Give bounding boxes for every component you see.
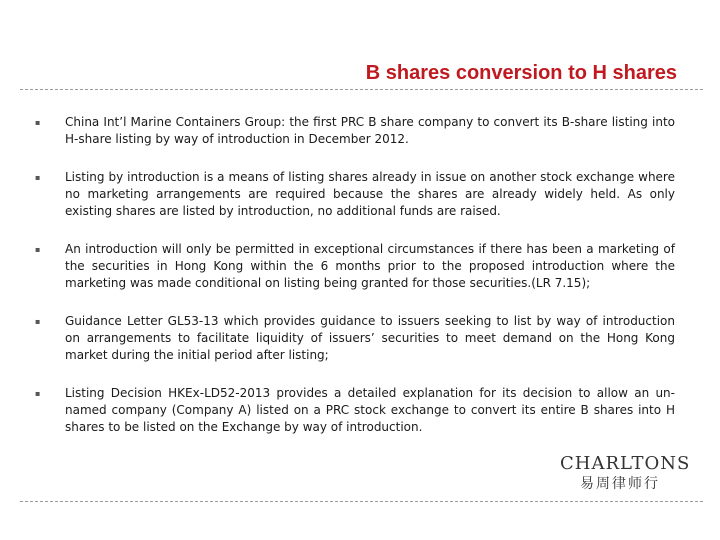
- bullet-list: [35, 114, 675, 457]
- bullet-marker: ▪: [35, 173, 41, 182]
- bullet-marker: ▪: [35, 245, 41, 254]
- logo-chinese-text: 易周律师行: [580, 476, 660, 492]
- slide-title: B shares conversion to H shares: [365, 62, 677, 84]
- bullet-text: Listing by introduction is a means of listing shares already in issue on another stock exchange where no marketing arrangements are required because the shares are already widely held. As only existing shares are listed by introduction, no additional funds are raised.: [65, 170, 675, 218]
- bullet-item: [35, 313, 675, 364]
- bullet-item: [35, 114, 675, 148]
- bullet-item: [35, 241, 675, 292]
- bullet-text: Listing Decision HKEx-LD52-2013 provides a detailed explanation for its decision to allow an un-named company (Company A) listed on a PRC stock exchange to convert its entire B shares into H shares to be listed on the Exchange by way of introduction.: [65, 386, 675, 434]
- bullet-marker: ▪: [35, 118, 41, 127]
- bullet-marker: ▪: [35, 317, 41, 326]
- bullet-text: An introduction will only be permitted in exceptional circumstances if there has been a marketing of the securities in Hong Kong within the 6 months prior to the proposed introduction where the marketing was made conditional on listing being granted for those securities.(LR 7.15);: [65, 242, 675, 290]
- top-divider: [20, 89, 703, 90]
- charltons-logo: [560, 453, 691, 493]
- bullet-text: China Int’l Marine Containers Group: the first PRC B share company to convert its B-share listing into H-share listing by way of introduction in December 2012.: [65, 115, 675, 146]
- bullet-text: Guidance Letter GL53-13 which provides guidance to issuers seeking to list by way of introduction on arrangements to facilitate liquidity of issuers’ securities to meet demand on the Hong Kong market during the initial period after listing;: [65, 314, 675, 362]
- bullet-item: [35, 385, 675, 436]
- bullet-marker: ▪: [35, 389, 41, 398]
- bullet-item: [35, 169, 675, 220]
- logo-english-text: CHARLTONS: [560, 453, 691, 474]
- bottom-divider: [20, 501, 703, 502]
